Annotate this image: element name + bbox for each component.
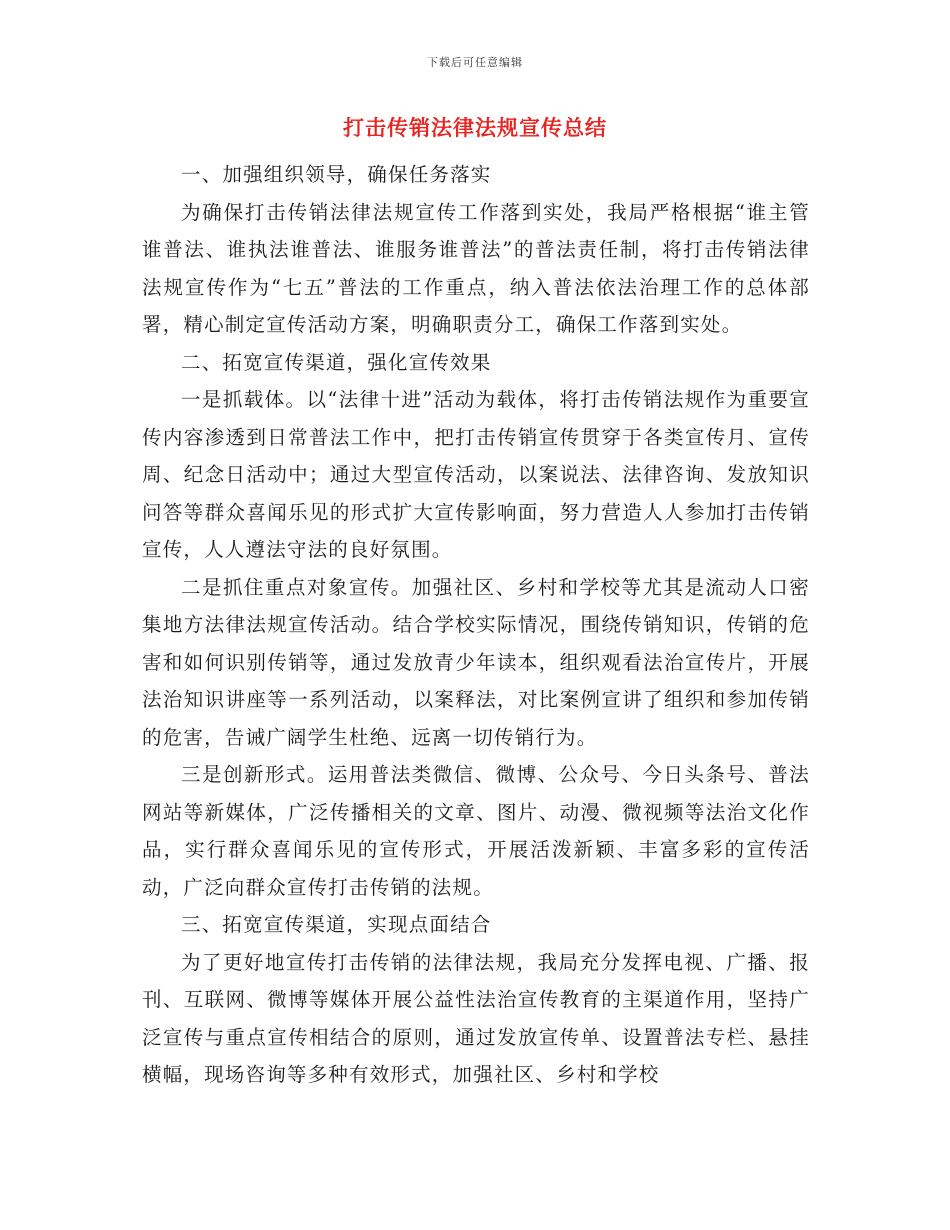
document-title: 打击传销法律法规宣传总结 (343, 115, 607, 140)
document-body (142, 156, 810, 1094)
page-header-note: 下载后可任意编辑 (427, 56, 523, 69)
section-heading-3: 三、拓宽宣传渠道，实现点面结合 (181, 913, 492, 936)
section-heading-2: 二、拓宽宣传渠道，强化宣传效果 (181, 350, 492, 374)
paragraph: 为确保打击传销法律法规宣传工作落到实处，我局严格根据“谁主管谁普法、谁执法谁普法、谁服务谁普法”的普法责任制，将打击传销法律法规宣传作为“七五”普法的工作重点，纳入普法依法治理工作的总体部署，精心制定宣传活动方案，明确职责分工，确保工作落到实处。 (142, 200, 810, 336)
section-heading-1: 一、加强组织领导，确保任务落实 (181, 163, 492, 186)
paragraph: 为了更好地宣传打击传销的法律法规，我局充分发挥电视、广播、报刊、互联网、微博等媒体开展公益性法治宣传教育的主渠道作用，坚持广泛宣传与重点宣传相结合的原则，通过发放宣传单、设置普法专栏、悬挂横幅，现场咨询等多种有效形式，加强社区、乡村和学校 (142, 950, 810, 1086)
paragraph: 一是抓载体。以“法律十进”活动为载体，将打击传销法规作为重要宣传内容渗透到日常普法工作中，把打击传销宣传贯穿于各类宣传月、宣传周、纪念日活动中；通过大型宣传活动，以案说法、法律咨询、发放知识问答等群众喜闻乐见的形式扩大宣传影响面，努力营造人人参加打击传销宣传，人人遵法守法的良好氛围。 (142, 388, 810, 561)
paragraph: 三是创新形式。运用普法类微信、微博、公众号、今日头条号、普法网站等新媒体，广泛传播相关的文章、图片、动漫、微视频等法治文化作品，实行群众喜闻乐见的宣传形式，开展活泼新颖、丰富多彩的宣传活动，广泛向群众宣传打击传销的法规。 (142, 763, 810, 899)
paragraph: 二是抓住重点对象宣传。加强社区、乡村和学校等尤其是流动人口密集地方法律法规宣传活动。结合学校实际情况，围绕传销知识，传销的危害和如何识别传销等，通过发放青少年读本，组织观看法治宣传片，开展法治知识讲座等一系列活动，以案释法，对比案例宣讲了组织和参加传销的危害，告诫广阔学生杜绝、远离一切传销行为。 (142, 575, 810, 749)
